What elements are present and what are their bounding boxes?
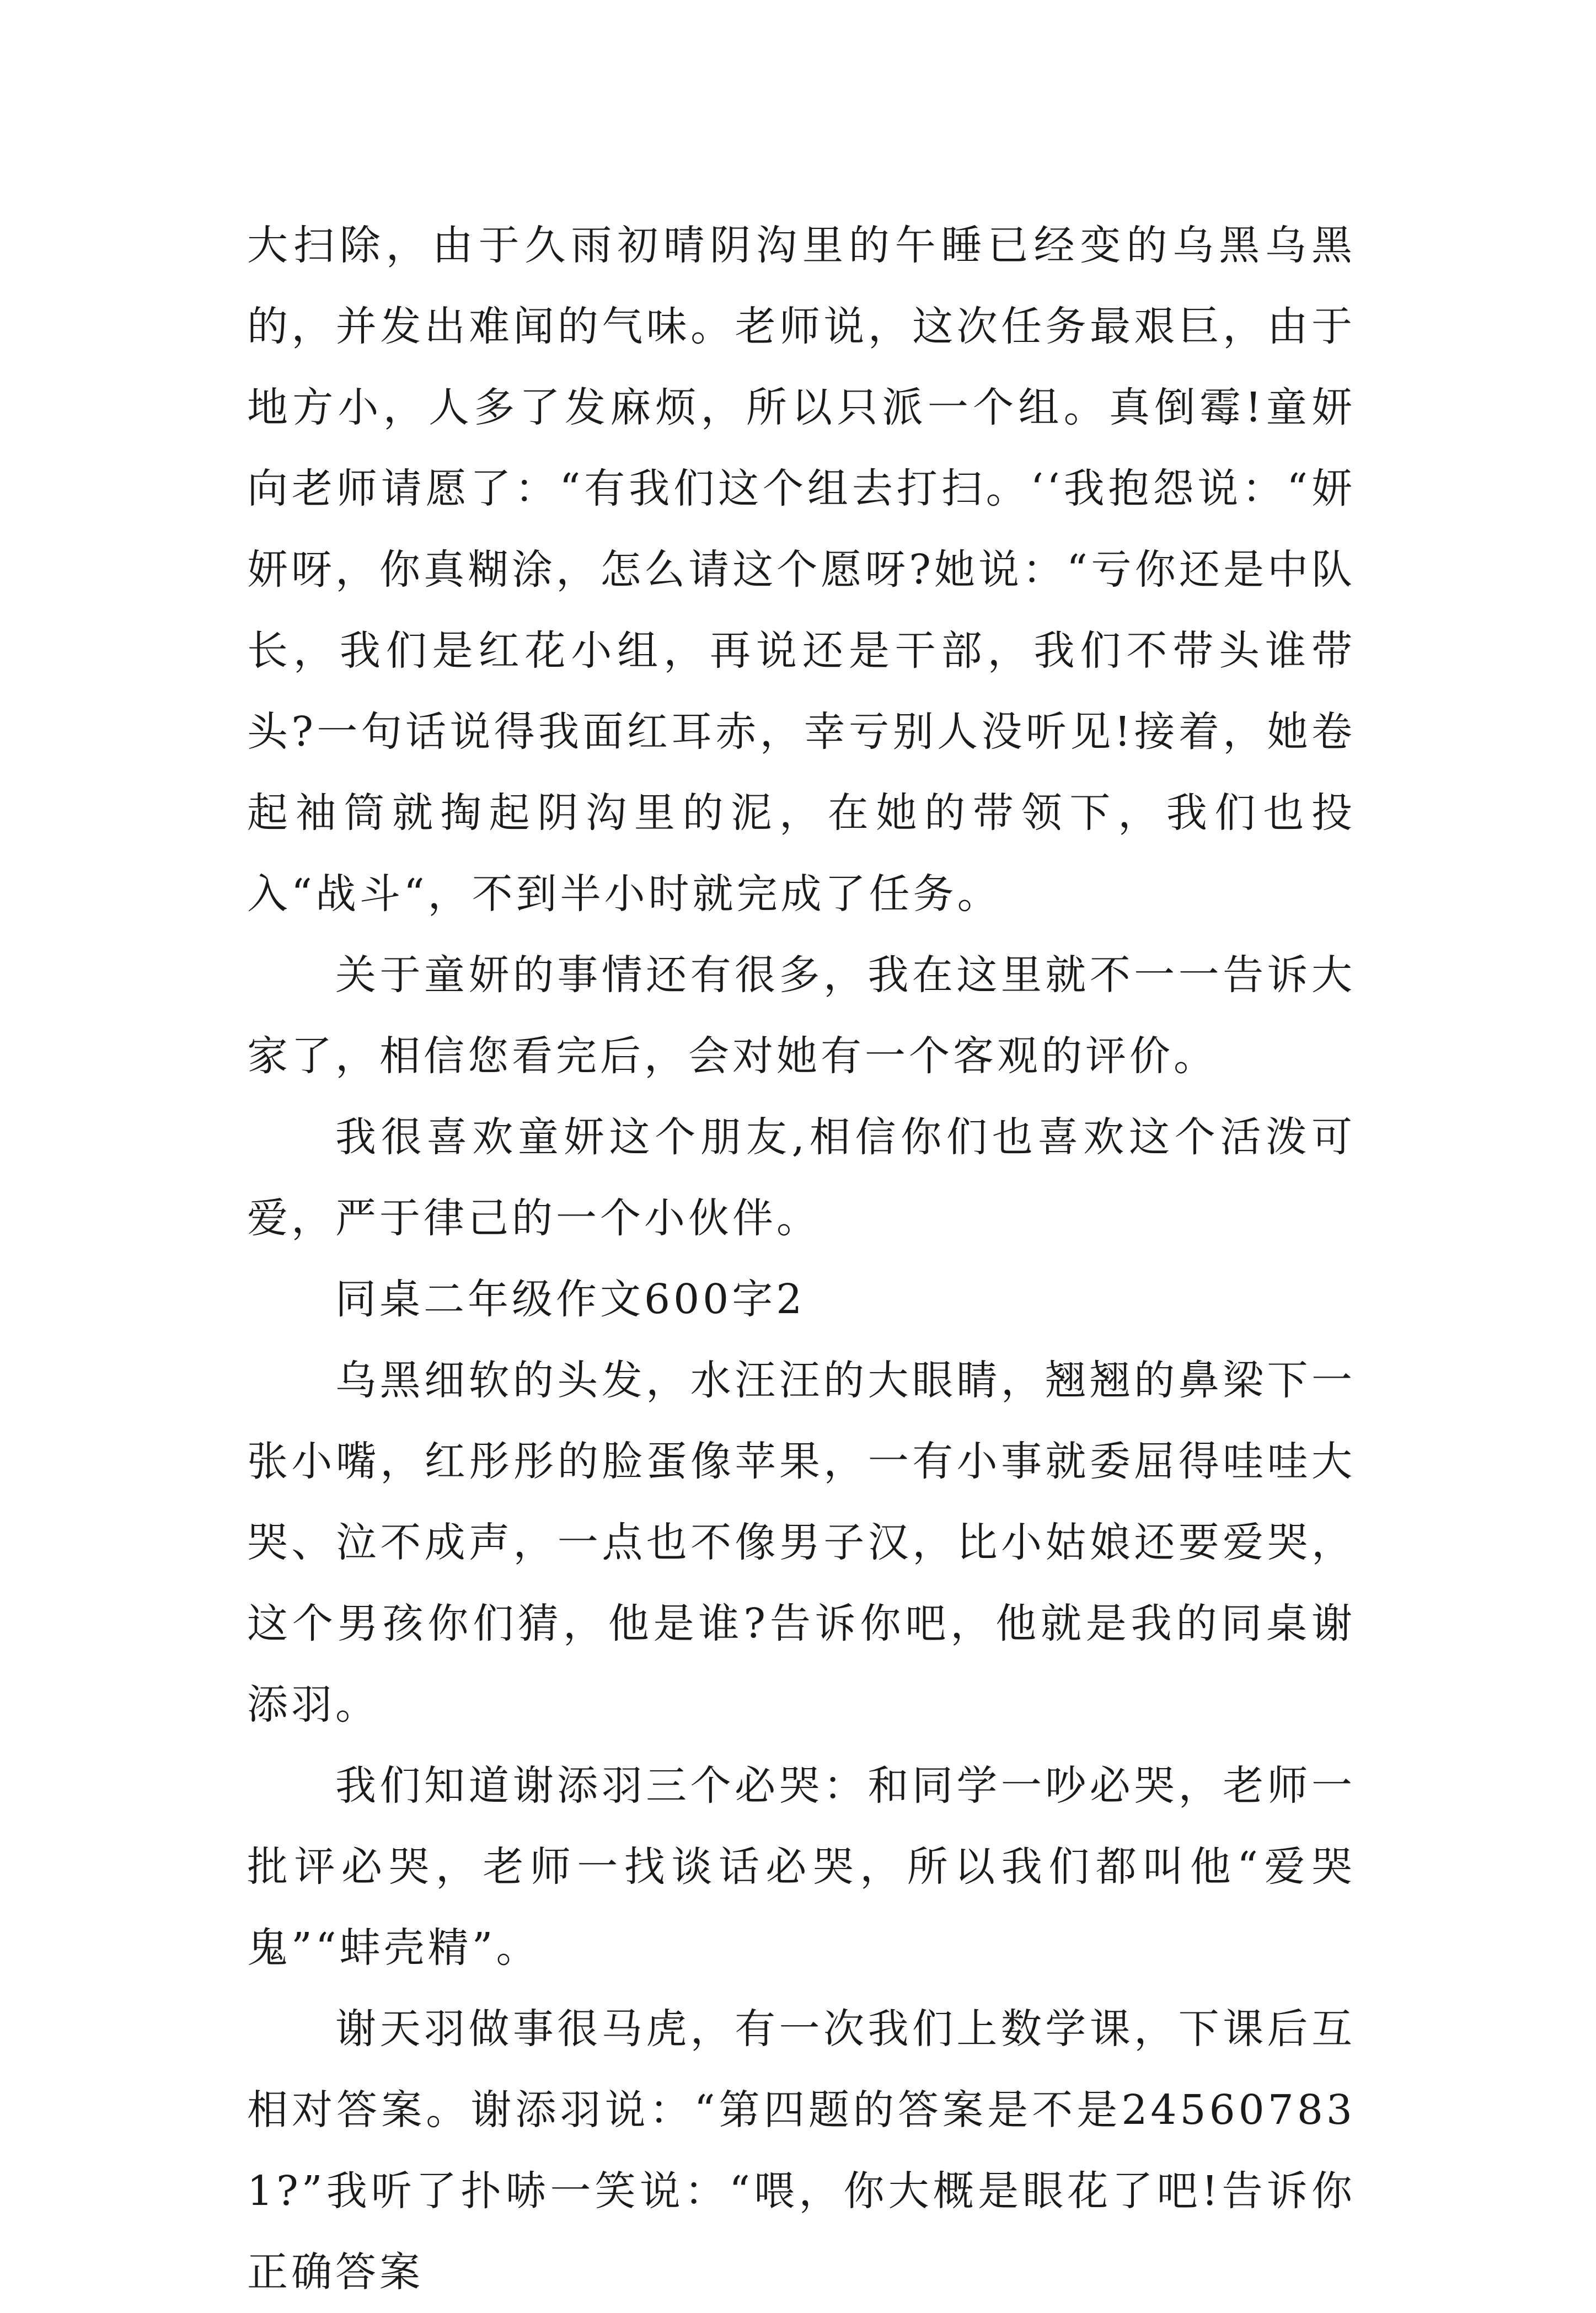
paragraph-3: 我很喜欢童妍这个朋友,相信你们也喜欢这个活泼可爱，严于律己的一个小伙伴。 [247, 1113, 1356, 1242]
paragraph-5: 我们知道谢添羽三个必哭：和同学一吵必哭，老师一批评必哭，老师一找谈话必哭，所以我们都叫他“爱哭鬼”“蚌壳精”。 [247, 1762, 1356, 1972]
paragraph-1: 大扫除，由于久雨初晴阴沟里的午睡已经变的乌黑乌黑的，并发出难闻的气味。老师说，这次任务最艰巨，由于地方小，人多了发麻烦，所以只派一个组。真倒霉!童妍向老师请愿了：“有我们这个组去打扫。‘‘我抱怨说：“妍妍呀，你真糊涂，怎么请这个愿呀?她说：“亏你还是中队长，我们是红花小组，再说还是干部，我们不带头谁带头?一句话说得我面红耳赤，幸亏别人没听见!接着，她卷起袖筒就掏起阴沟里的泥，在她的带领下，我们也投入“战斗“，不到半小时就完成了任务。 [247, 222, 1356, 918]
paragraph-4: 乌黑细软的头发，水汪汪的大眼睛，翘翘的鼻梁下一张小嘴，红彤彤的脸蛋像苹果，一有小事就委屈得哇哇大哭、泣不成声，一点也不像男子汉，比小姑娘还要爱哭，这个男孩你们猜，他是谁?告诉你吧，他就是我的同桌谢添羽。 [247, 1357, 1356, 1728]
paragraph-6: 谢天羽做事很马虎，有一次我们上数学课，下课后互相对答案。谢添羽说：“第四题的答案是不是245607831?”我听了扑哧一笑说：“喂，你大概是眼花了吧!告诉你正确答案 [247, 2005, 1356, 2296]
document-body [247, 205, 1356, 2313]
section-heading: 同桌二年级作文600字2 [335, 1276, 806, 1323]
paragraph-2: 关于童妍的事情还有很多，我在这里就不一一告诉大家了，相信您看完后，会对她有一个客观的评价。 [247, 951, 1356, 1080]
